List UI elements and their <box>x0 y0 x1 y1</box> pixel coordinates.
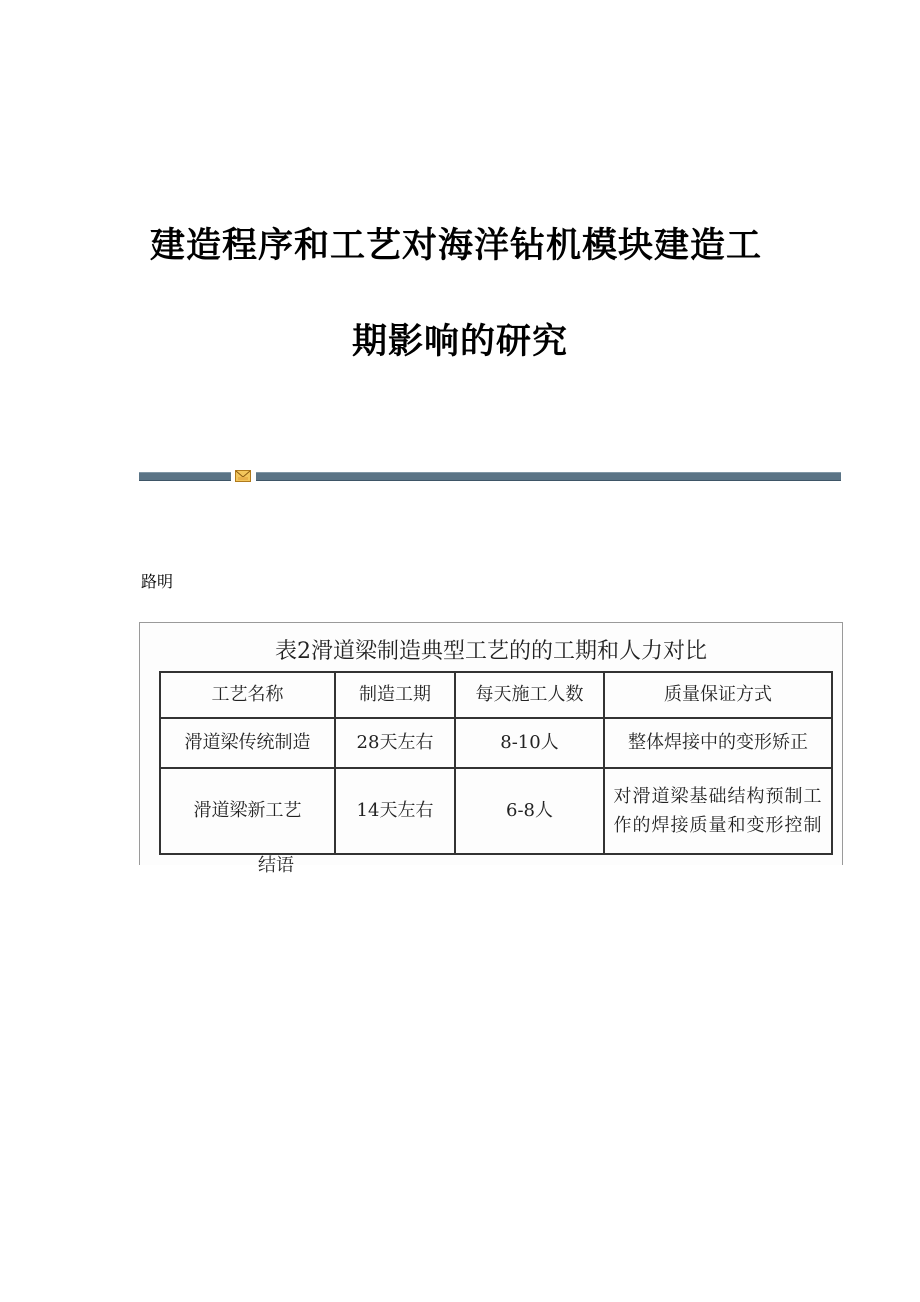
section-heading-cut: 结语 <box>258 855 294 876</box>
table-cell: 14天左右 <box>335 768 455 854</box>
document-title-line-2: 期影响的研究 <box>351 321 568 362</box>
table-cell: 对滑道梁基础结构预制工作的焊接质量和变形控制 <box>604 768 832 854</box>
comparison-table-figure <box>139 622 843 876</box>
table-header-row <box>160 672 832 718</box>
table-header-cell: 每天施工人数 <box>455 672 604 718</box>
comparison-table <box>159 671 833 855</box>
author-name: 路明 <box>141 572 174 591</box>
table-cell: 整体焊接中的变形矫正 <box>604 718 832 768</box>
table-header-cell: 制造工期 <box>335 672 455 718</box>
document-title-line-1: 建造程序和工艺对海洋钻机模块建造工 <box>149 225 762 266</box>
envelope-icon <box>235 470 251 482</box>
table-cell: 28天左右 <box>335 718 455 768</box>
table-cell: 滑道梁传统制造 <box>160 718 335 768</box>
table-caption: 表2滑道梁制造典型工艺的的工期和人力对比 <box>275 639 707 664</box>
table-row <box>160 768 832 854</box>
table-header-cell: 工艺名称 <box>160 672 335 718</box>
table-row <box>160 718 832 768</box>
table-cell: 6-8人 <box>455 768 604 854</box>
table-cell: 滑道梁新工艺 <box>160 768 335 854</box>
divider-bar-left <box>139 472 231 481</box>
table-cell: 8-10人 <box>455 718 604 768</box>
table-header-cell: 质量保证方式 <box>604 672 832 718</box>
divider-bar-right <box>256 472 841 481</box>
title-divider <box>139 470 841 482</box>
